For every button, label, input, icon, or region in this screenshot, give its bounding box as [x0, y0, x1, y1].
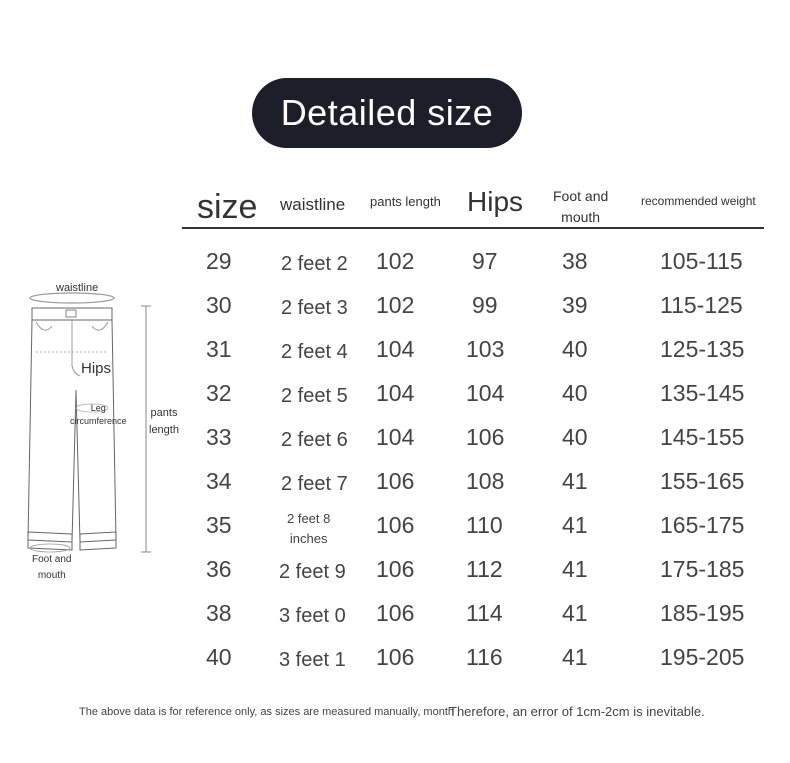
cell-length: 106 — [376, 600, 415, 626]
cell-size: 33 — [206, 424, 232, 450]
cell-size: 38 — [206, 600, 232, 626]
cell-size: 35 — [206, 512, 232, 538]
cell-hips: 110 — [466, 512, 503, 538]
diagram-label-leg-circumference — [70, 402, 127, 428]
cell-waist: 3 feet 0 — [279, 605, 346, 627]
cell-weight: 185-195 — [660, 600, 745, 626]
diagram-label-foot-mouth — [32, 552, 71, 584]
header-foot-line2: mouth — [561, 209, 601, 225]
diagram-label-pants-line2: length — [149, 424, 179, 436]
cell-hips: 116 — [466, 644, 503, 670]
cell-hips: 104 — [466, 380, 505, 406]
diagram-label-foot-line1: Foot and — [32, 554, 72, 565]
diagram-label-pants-length — [149, 405, 179, 439]
cell-foot: 38 — [562, 248, 588, 274]
page-title: Detailed size — [280, 92, 494, 133]
cell-waist: 2 feet 3 — [281, 297, 348, 319]
cell-foot: 41 — [562, 512, 588, 538]
cell-size: 32 — [206, 380, 232, 406]
cell-weight: 105-115 — [660, 248, 743, 274]
cell-foot: 41 — [562, 556, 588, 582]
cell-size: 36 — [206, 556, 232, 582]
cell-size: 31 — [206, 336, 232, 362]
cell-length: 102 — [376, 292, 415, 318]
cell-weight: 145-155 — [660, 424, 745, 450]
cell-waist: 2 feet 7 — [281, 473, 348, 495]
cell-length: 104 — [376, 380, 415, 406]
cell-size: 30 — [206, 292, 232, 318]
cell-length: 104 — [376, 336, 415, 362]
cell-foot: 41 — [562, 468, 588, 494]
header-pants-length: pants length — [370, 194, 441, 209]
header-waistline: waistline — [280, 195, 346, 214]
cell-size: 34 — [206, 468, 232, 494]
cell-waist: 2 feet 6 — [281, 429, 348, 451]
cell-foot: 40 — [562, 424, 588, 450]
header-foot-line1: Foot and — [553, 188, 609, 204]
cell-waist-line2: inches — [289, 531, 328, 546]
diagram-label-pants-line1: pants — [150, 407, 178, 419]
cell-waist: 2 feet 2 — [281, 253, 348, 275]
cell-hips: 108 — [466, 468, 505, 494]
header-foot-mouth — [553, 186, 608, 228]
cell-size: 29 — [206, 248, 232, 274]
cell-foot: 40 — [562, 380, 588, 406]
diagram-label-hips: Hips — [81, 360, 112, 377]
cell-waist: 3 feet 1 — [279, 649, 346, 671]
header-hips: Hips — [467, 186, 524, 217]
cell-length: 106 — [376, 512, 415, 538]
cell-length: 106 — [376, 644, 415, 670]
cell-waist-line1: 2 feet 8 — [287, 511, 331, 526]
cell-waist — [287, 509, 330, 549]
cell-hips: 99 — [472, 292, 498, 318]
header-recommended-weight: recommended weight — [641, 194, 756, 208]
cell-hips: 97 — [472, 248, 498, 274]
cell-weight: 135-145 — [660, 380, 745, 406]
footnote-part1: The above data is for reference only, as sizes are measured manually, month — [79, 706, 455, 718]
cell-weight: 195-205 — [660, 644, 745, 670]
pants-diagram — [0, 270, 200, 590]
cell-size: 40 — [206, 644, 232, 670]
cell-hips: 103 — [466, 336, 505, 362]
diagram-label-waistline: waistline — [56, 282, 99, 294]
cell-length: 102 — [376, 248, 415, 274]
cell-length: 104 — [376, 424, 415, 450]
cell-length: 106 — [376, 556, 415, 582]
cell-weight: 155-165 — [660, 468, 745, 494]
cell-waist: 2 feet 5 — [281, 385, 348, 407]
cell-hips: 112 — [466, 556, 503, 582]
cell-foot: 41 — [562, 644, 588, 670]
header-divider — [182, 227, 764, 229]
cell-hips: 106 — [466, 424, 505, 450]
cell-foot: 40 — [562, 336, 588, 362]
cell-foot: 39 — [562, 292, 588, 318]
cell-weight: 165-175 — [660, 512, 745, 538]
diagram-label-leg-line1: Leg — [90, 403, 106, 413]
cell-foot: 41 — [562, 600, 588, 626]
cell-weight: 125-135 — [660, 336, 745, 362]
header-size: size — [197, 188, 258, 226]
title-banner — [252, 78, 522, 148]
cell-length: 106 — [376, 468, 415, 494]
cell-waist: 2 feet 4 — [281, 341, 348, 363]
footnote-part2: Therefore, an error of 1cm-2cm is inevitable. — [449, 704, 705, 719]
cell-hips: 114 — [466, 600, 503, 626]
cell-weight: 115-125 — [660, 292, 743, 318]
cell-waist: 2 feet 9 — [279, 561, 346, 583]
diagram-label-leg-line2: circumference — [70, 416, 127, 426]
cell-weight: 175-185 — [660, 556, 745, 582]
diagram-label-foot-line2: mouth — [37, 570, 66, 581]
